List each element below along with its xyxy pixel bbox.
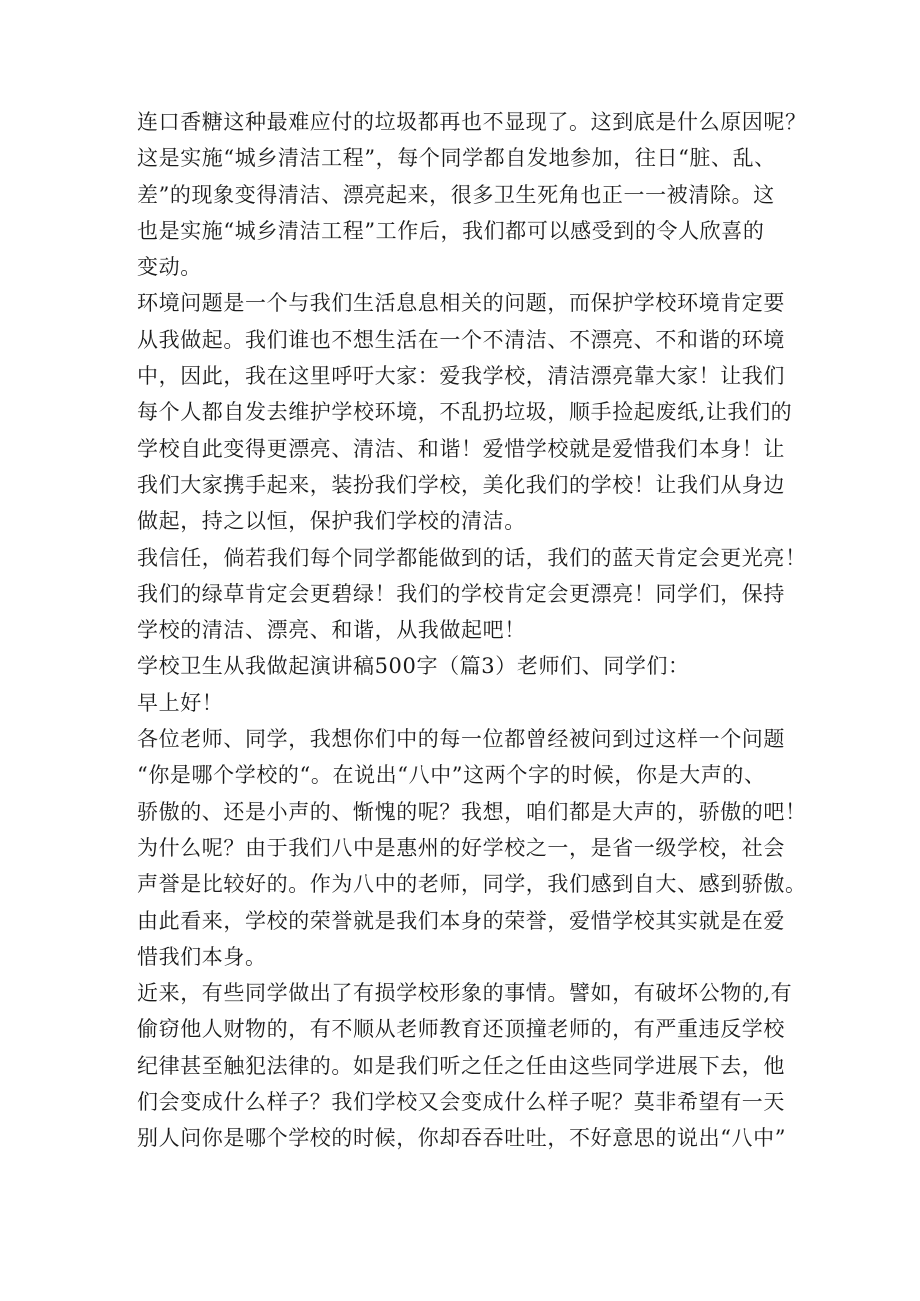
text-line: 学校的清洁、漂亮、和谐，从我做起吧！: [137, 618, 526, 643]
text-line: 差”的现象变得清洁、漂亮起来，很多卫生死角也正一一被清除。这: [137, 182, 775, 207]
text-line: “你是哪个学校的“。在说出“八中”这两个字的时候，你是大声的、: [137, 763, 766, 788]
text-line: 我们的绿草肯定会更碧绿！我们的学校肯定会更漂亮！同学们，保持: [137, 581, 785, 606]
text-line: 变动。: [137, 255, 202, 280]
text-line: 们会变成什么样子？我们学校又会变成什么样子呢？莫非希望有一天: [137, 1090, 785, 1115]
text-line: 骄傲的、还是小声的、惭愧的呢？我想，咱们都是大声的，骄傲的吧！: [137, 799, 807, 824]
text-line: 由此看来，学校的荣誉就是我们本身的荣誉，爱惜学校其实就是在爱: [137, 908, 785, 933]
text-line: 我信任，倘若我们每个同学都能做到的话，我们的蓝天肯定会更光亮！: [137, 545, 807, 570]
text-line: 做起，持之以恒，保护我们学校的清洁。: [137, 509, 526, 534]
text-line: 近来，有些同学做出了有损学校形象的事情。譬如，有破坏公物的,有: [137, 981, 793, 1006]
text-line: 偷窃他人财物的，有不顺从老师教育还顶撞老师的，有严重违反学校: [137, 1017, 785, 1042]
text-line: 纪律甚至触犯法律的。如是我们听之任之任由这些同学进展下去，他: [137, 1053, 785, 1078]
text-line: 每个人都自发去维护学校环境，不乱扔垃圾，顺手捡起废纸,让我们的: [137, 400, 793, 425]
text-line: 学校自此变得更漂亮、清洁、和谐！爱惜学校就是爱惜我们本身！让: [137, 436, 785, 461]
text-line: 这是实施“城乡清洁工程”，每个同学都自发地参加，往日“脏、乱、: [137, 146, 776, 171]
text-line: 中，因此，我在这里呼吁大家：爱我学校，清洁漂亮靠大家！让我们: [137, 364, 785, 389]
text-line: 为什么呢？由于我们八中是惠州的好学校之一，是省一级学校，社会: [137, 835, 785, 860]
text-line: 声誉是比较好的。作为八中的老师，同学，我们感到自大、感到骄傲。: [137, 872, 807, 897]
section-heading: 学校卫生从我做起演讲稿500字（篇3）老师们、同学们：: [137, 654, 690, 679]
greeting: 早上好！: [137, 690, 224, 715]
text-line: 连口香糖这种最难应付的垃圾都再也不显现了。这到底是什么原因呢？: [137, 110, 807, 134]
text-line: 从我做起。我们谁也不想生活在一个不清洁、不漂亮、不和谐的环境: [137, 327, 785, 352]
text-line: 环境问题是一个与我们生活息息相关的问题，而保护学校环境肯定要: [137, 291, 785, 316]
text-line: 各位老师、同学，我想你们中的每一位都曾经被问到过这样一个问题: [137, 727, 785, 752]
text-line: 惜我们本身。: [137, 944, 267, 969]
document-body: [137, 104, 817, 1157]
text-line: 我们大家携手起来，装扮我们学校，美化我们的学校！让我们从身边: [137, 472, 785, 497]
text-line: 也是实施“城乡清洁工程”工作后，我们都可以感受到的令人欣喜的: [137, 218, 765, 243]
text-line: 别人问你是哪个学校的时候，你却吞吞吐吐，不好意思的说出“八中”: [137, 1126, 787, 1151]
